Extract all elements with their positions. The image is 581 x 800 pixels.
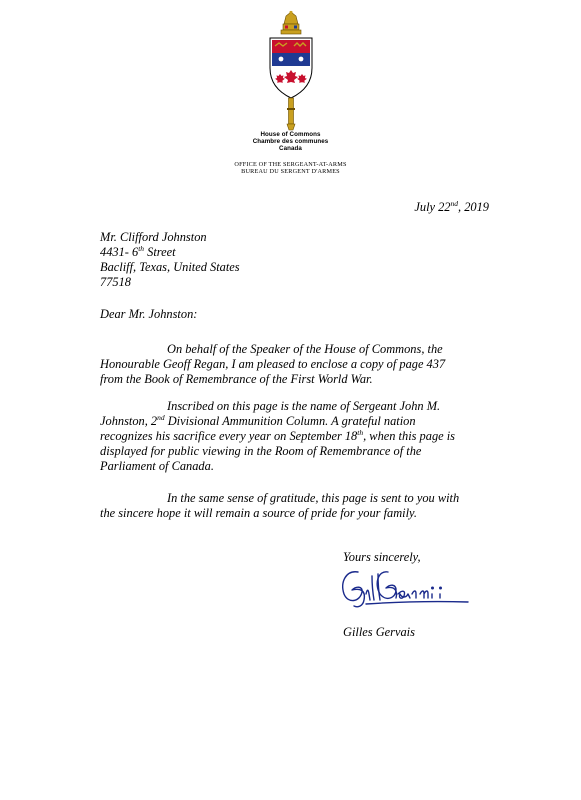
paragraph-2-line: Inscribed on this page is the name of Sergeant John M.: [167, 399, 441, 413]
text-span: recognizes his sacrifice every year on September 18: [100, 429, 358, 444]
recipient-address: [100, 230, 240, 290]
date-month-day: July 22: [414, 200, 451, 214]
recipient-name: Mr. Clifford Johnston: [100, 230, 207, 244]
paragraph-1: [100, 342, 500, 387]
recipient-postal: 77518: [100, 275, 131, 290]
paragraph-3-line: the sincere hope it will remain a source of pride for your family.: [100, 506, 417, 521]
letter-date: [414, 200, 489, 215]
institution-country: Canada: [279, 145, 302, 153]
ordinal-suffix: nd: [157, 412, 165, 422]
recipient-city: Bacliff, Texas, United States: [100, 260, 240, 275]
text-span: Johnston, 2: [100, 414, 158, 429]
paragraph-2-line: displayed for public viewing in the Room of Remembrance of the: [100, 444, 422, 459]
salutation: Dear Mr. Johnston:: [100, 307, 198, 321]
street-word: Street: [144, 245, 176, 260]
street-number: 4431- 6: [100, 245, 139, 260]
paragraph-1-line: Honourable Geoff Regan, I am pleased to enclose a copy of page 437: [100, 357, 446, 372]
signatory-name: Gilles Gervais: [343, 625, 415, 639]
paragraph-1-line: On behalf of the Speaker of the House of Commons, the: [167, 342, 443, 356]
recipient-street: [100, 245, 240, 260]
street-suffix: th: [138, 243, 145, 253]
office-name-fr: BUREAU DU SERGENT D'ARMES: [241, 168, 340, 176]
office-name-block: [0, 161, 581, 175]
paragraph-1-line: from the Book of Remembrance of the First World War.: [100, 372, 373, 387]
date-ordinal-suffix: nd: [450, 198, 459, 208]
paragraph-3-line: In the same sense of gratitude, this page is sent to you with: [167, 491, 460, 505]
closing: Yours sincerely,: [343, 550, 421, 564]
institution-name-block: [0, 131, 581, 153]
institution-name-fr: Chambre des communes: [252, 138, 329, 146]
paragraph-2-line: [100, 429, 500, 444]
house-of-commons-crest-icon: [266, 10, 316, 132]
paragraph-3: [100, 491, 500, 521]
paragraph-2-line: [100, 414, 500, 429]
office-name-en: OFFICE OF THE SERGEANT-AT-ARMS: [234, 161, 347, 168]
text-span: , when this page is: [363, 429, 456, 444]
institution-name-en: House of Commons: [260, 131, 321, 138]
text-span: Divisional Ammunition Column. A grateful nation: [164, 414, 416, 429]
date-year: , 2019: [458, 200, 489, 214]
paragraph-2-line: Parliament of Canada.: [100, 459, 214, 474]
paragraph-2: [100, 399, 500, 474]
handwritten-signature: [336, 564, 486, 614]
ordinal-suffix: th: [357, 428, 364, 438]
